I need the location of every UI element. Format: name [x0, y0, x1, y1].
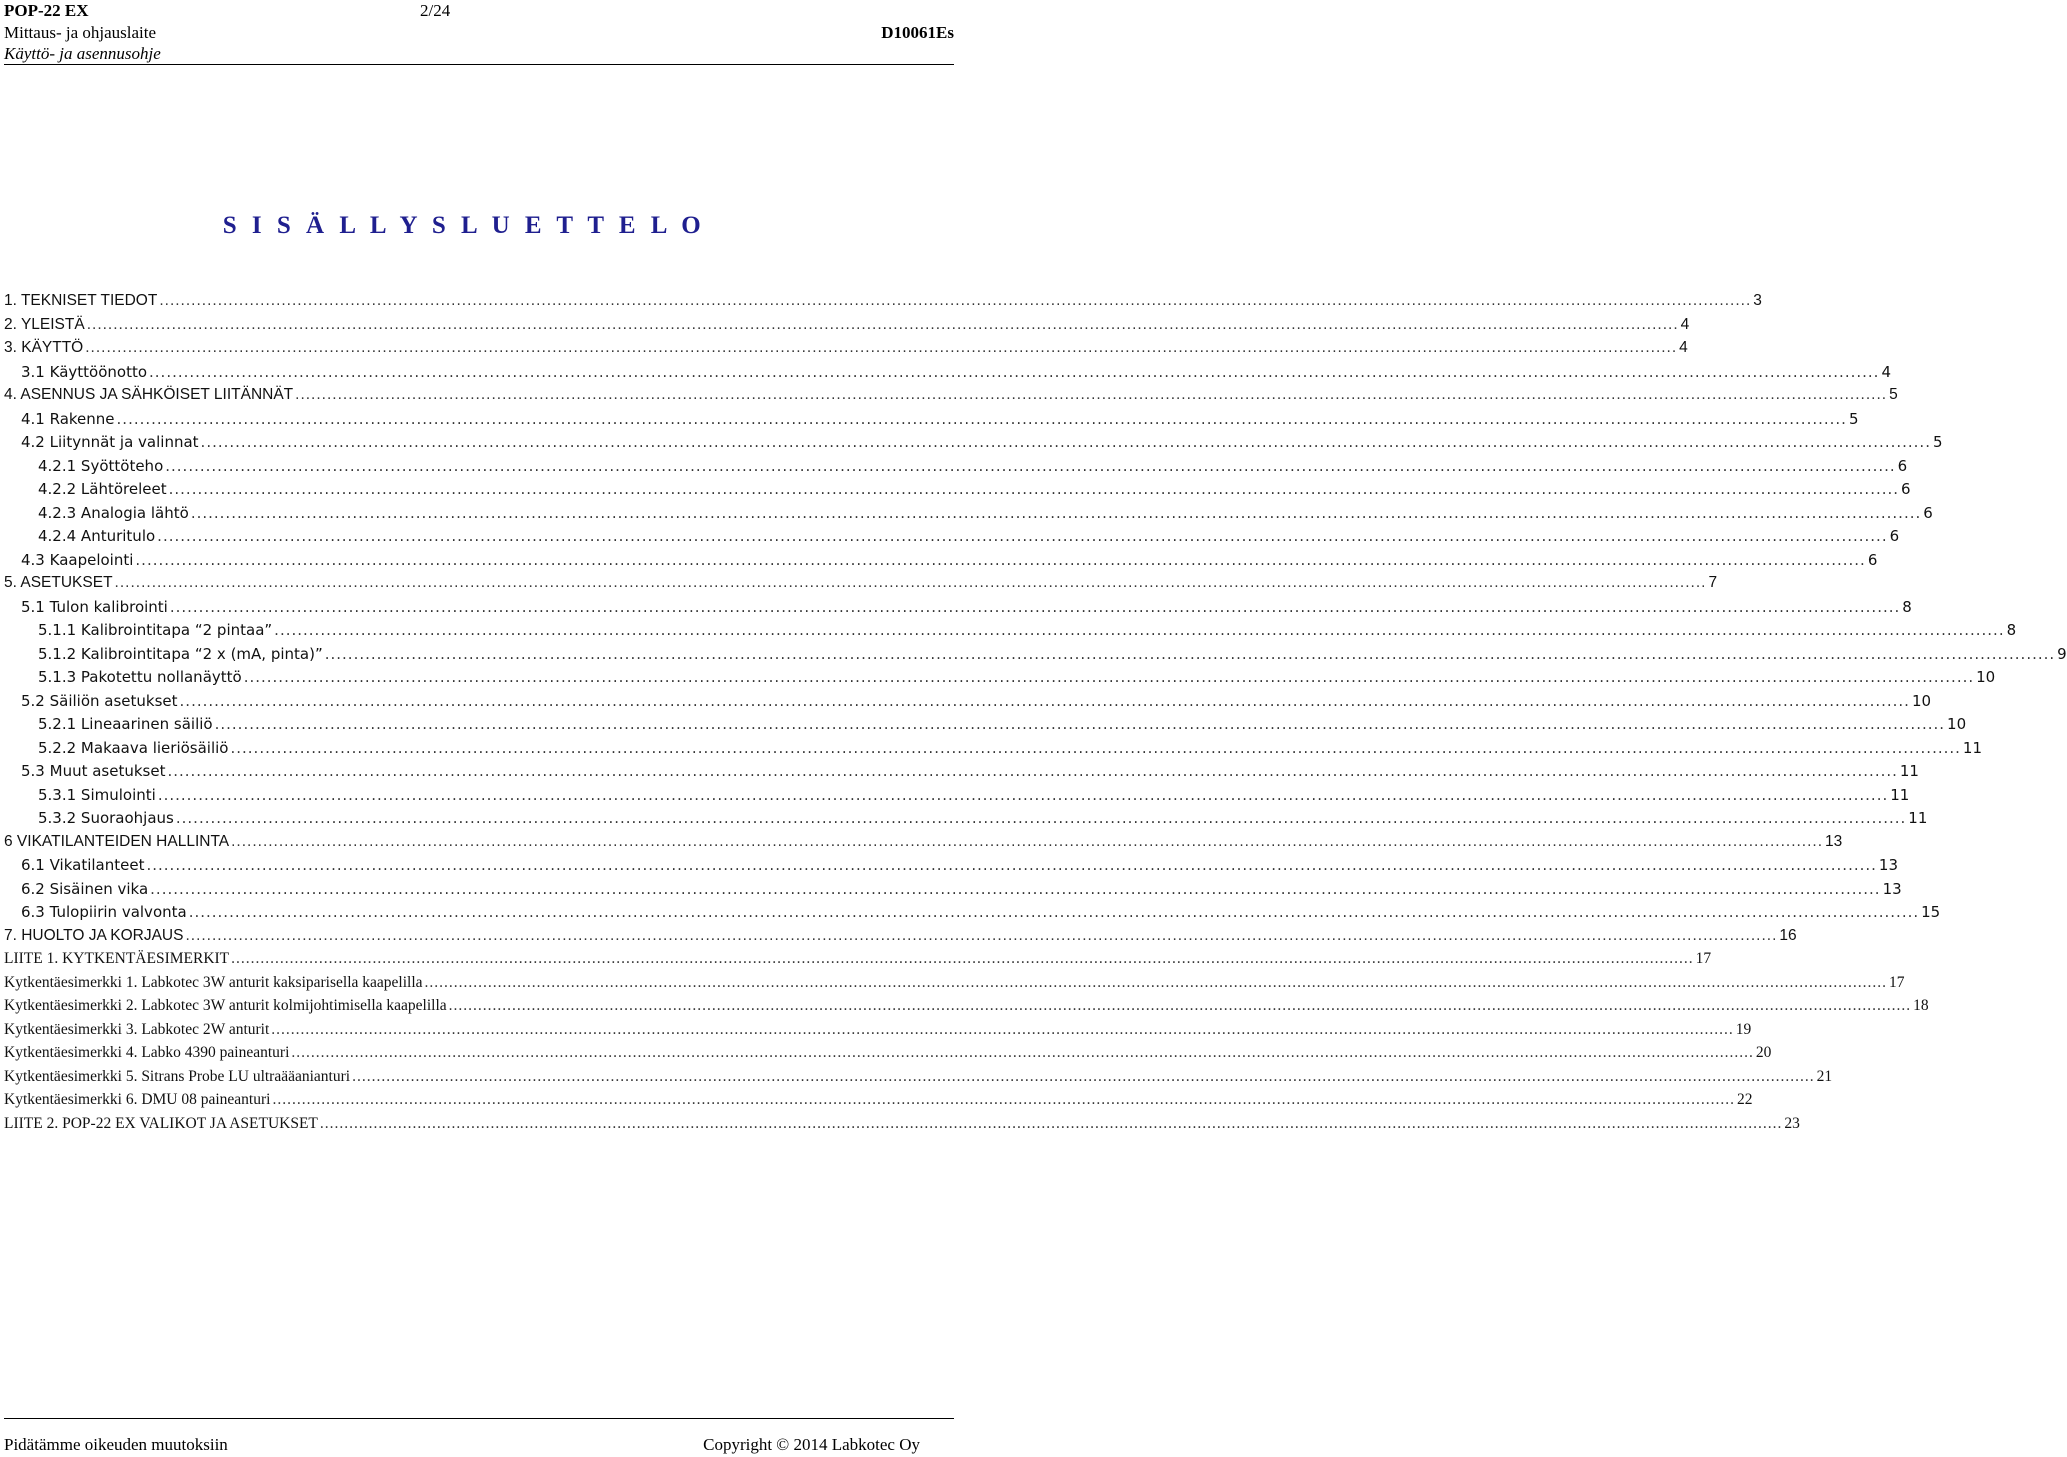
toc-entry-page: 16 [1779, 927, 1797, 944]
toc-entry[interactable] [4, 1065, 1833, 1089]
toc-leader-dots: ............................................................................................................................................................................................................................................................................................................ [214, 715, 1946, 733]
toc-entry[interactable] [4, 947, 1712, 971]
page-number: 2/24 [420, 1, 451, 20]
toc-entry[interactable] [4, 1018, 1752, 1042]
toc-entry-page: 11 [1962, 739, 1982, 757]
toc-entry-title: 6.3 Tulopiirin valvonta [21, 903, 187, 921]
toc-entry-page: 13 [1878, 856, 1898, 874]
toc-entry-page: 11 [1899, 762, 1919, 780]
toc-entry[interactable] [4, 830, 1843, 854]
toc-leader-dots: ............................................................................................................................................................................................................................................................................................................ [116, 410, 1847, 428]
toc-entry-page: 22 [1736, 1091, 1753, 1108]
toc-leader-dots: ............................................................................................................................................................................................................................................................................................................ [230, 739, 1961, 757]
toc-entry-page: 10 [1976, 668, 1996, 686]
toc-entry[interactable] [4, 595, 1912, 619]
toc-entry[interactable] [4, 642, 2067, 666]
toc-entry[interactable] [4, 900, 1941, 924]
toc-entry-page: 5 [1848, 410, 1859, 428]
header-divider [4, 64, 954, 65]
toc-entry[interactable] [4, 501, 1933, 525]
toc-entry-title: 5.2 Säiliön asetukset [21, 692, 178, 710]
toc-entry-page: 9 [2057, 645, 2067, 663]
toc-entry-page: 15 [1921, 903, 1941, 921]
page-footer [4, 1433, 920, 1457]
toc-leader-dots: ............................................................................................................................................................................................................................................................................................................ [169, 598, 1901, 616]
product-name: POP-22 EX [4, 1, 89, 20]
toc-leader-dots: ............................................................................................................................................................................................................................................................................................................ [179, 692, 1910, 710]
toc-entry-page: 6 [1889, 527, 1900, 545]
toc-entry-title: 7. HUOLTO JA KORJAUS [4, 927, 184, 944]
toc-entry-title: 4.2.4 Anturitulo [38, 527, 156, 545]
page-header [4, 0, 954, 66]
header-line-3 [4, 43, 954, 65]
toc-entry-title: 5.1 Tulon kalibrointi [21, 598, 168, 616]
toc-leader-dots: ............................................................................................................................................................................................................................................................................................................ [274, 621, 2005, 639]
toc-entry-title: 5.1.3 Pakotettu nollanäyttö [38, 668, 242, 686]
toc-entry[interactable] [4, 524, 1900, 548]
toc-entry-page: 8 [2006, 621, 2017, 639]
toc-entry[interactable] [4, 853, 1898, 877]
toc-entry-title: Kytkentäesimerkki 4. Labko 4390 paineanturi [4, 1044, 290, 1061]
toc-leader-dots: ............................................................................................................................................................................................................................................................................................................ [86, 316, 1679, 333]
toc-entry-title: 5.2.2 Makaava lieriösäiliö [38, 739, 229, 757]
toc-leader-dots: ............................................................................................................................................................................................................................................................................................................ [150, 880, 1881, 898]
toc-leader-dots: ............................................................................................................................................................................................................................................................................................................ [352, 1068, 1815, 1085]
toc-leader-dots: ............................................................................................................................................................................................................................................................................................................ [135, 551, 1866, 569]
toc-entry-page: 17 [1695, 950, 1712, 967]
toc-entry[interactable] [4, 994, 1929, 1018]
toc-leader-dots: ............................................................................................................................................................................................................................................................................................................ [146, 856, 1877, 874]
toc-entry-title: 3. KÄYTTÖ [4, 339, 84, 356]
toc-entry-page: 4 [1881, 363, 1891, 381]
toc-entry[interactable] [4, 924, 1797, 948]
toc-entry-page: 11 [1908, 809, 1928, 827]
toc-leader-dots: ............................................................................................................................................................................................................................................................................................................ [324, 645, 2056, 663]
header-line-2 [4, 22, 954, 44]
footer-copyright: Copyright © 2014 Labkotec Oy [703, 1435, 920, 1454]
toc-entry-title: 5.3.1 Simulointi [38, 786, 156, 804]
toc-entry[interactable] [4, 289, 1762, 313]
toc-leader-dots: ............................................................................................................................................................................................................................................................................................................ [159, 292, 1752, 309]
toc-entry[interactable] [4, 689, 1932, 713]
toc-entry[interactable] [4, 454, 1908, 478]
toc-entry-title: Kytkentäesimerkki 1. Labkotec 3W anturit kaksiparisella kaapelilla [4, 974, 423, 991]
toc-entry[interactable] [4, 736, 1982, 760]
toc-entry[interactable] [4, 407, 1859, 431]
toc-entry-page: 8 [1902, 598, 1912, 616]
toc-entry-title: Kytkentäesimerkki 5. Sitrans Probe LU ultraääanianturi [4, 1068, 351, 1085]
toc-entry[interactable] [4, 971, 1905, 995]
toc-entry-title: Kytkentäesimerkki 2. Labkotec 3W anturit kolmijohtimisella kaapelilla [4, 997, 447, 1014]
toc-leader-dots: ............................................................................................................................................................................................................................................................................................................ [271, 1021, 1734, 1038]
toc-entry-page: 5 [1889, 386, 1898, 403]
toc-leader-dots: ............................................................................................................................................................................................................................................................................................................ [157, 527, 1888, 545]
toc-leader-dots: ............................................................................................................................................................................................................................................................................................................ [175, 809, 1907, 827]
toc-entry-title: 5.1.2 Kalibrointitapa “2 x (mA, pinta)” [38, 645, 323, 663]
toc-entry-title: 3.1 Käyttöönotto [21, 363, 148, 381]
toc-entry-title: 5.2.1 Lineaarinen säiliö [38, 715, 213, 733]
toc-leader-dots: ............................................................................................................................................................................................................................................................................................................ [295, 386, 1888, 403]
toc-entry[interactable] [4, 360, 1891, 384]
toc-entry-page: 21 [1816, 1068, 1833, 1085]
toc-entry[interactable] [4, 783, 1910, 807]
toc-entry-title: Kytkentäesimerkki 6. DMU 08 paineanturi [4, 1091, 271, 1108]
toc-leader-dots: ............................................................................................................................................................................................................................................................................................................ [200, 433, 1931, 451]
toc-leader-dots: ............................................................................................................................................................................................................................................................................................................ [114, 574, 1707, 591]
toc-entry[interactable] [4, 1088, 1753, 1112]
toc-leader-dots: ............................................................................................................................................................................................................................................................................................................ [424, 974, 1887, 991]
product-subtitle: Mittaus- ja ohjauslaite [4, 23, 157, 42]
toc-leader-dots: ............................................................................................................................................................................................................................................................................................................ [149, 363, 1880, 381]
toc-entry[interactable] [4, 618, 2017, 642]
toc-entry[interactable] [4, 383, 1898, 407]
toc-entry-page: 11 [1890, 786, 1910, 804]
toc-entry-title: 5. ASETUKSET [4, 574, 113, 591]
toc-leader-dots: ............................................................................................................................................................................................................................................................................................................ [157, 786, 1889, 804]
toc-entry-title: 4.2.3 Analogia lähtö [38, 504, 189, 522]
toc-entry-page: 19 [1735, 1021, 1752, 1038]
toc-leader-dots: ............................................................................................................................................................................................................................................................................................................ [167, 762, 1898, 780]
toc-leader-dots: ............................................................................................................................................................................................................................................................................................................ [291, 1044, 1754, 1061]
toc-entry[interactable] [4, 759, 1919, 783]
toc-entry-page: 6 [1867, 551, 1878, 569]
toc-entry-title: 4.2 Liitynnät ja valinnat [21, 433, 199, 451]
toc-entry-page: 6 [1901, 480, 1911, 498]
document-code: D10061Es [881, 23, 954, 42]
toc-entry-title: Kytkentäesimerkki 3. Labkotec 2W anturit [4, 1021, 270, 1038]
toc-entry-page: 20 [1755, 1044, 1772, 1061]
toc-entry-page: 6 [1923, 504, 1933, 522]
toc-entry-title: 5.3 Muut asetukset [21, 762, 166, 780]
toc-entry-title: LIITE 2. POP-22 EX VALIKOT JA ASETUKSET [4, 1115, 318, 1132]
toc-entry-title: 4.1 Rakenne [21, 410, 115, 428]
toc-entry-title: 5.3.2 Suoraohjaus [38, 809, 174, 827]
toc-entry-page: 23 [1784, 1115, 1800, 1132]
toc-entry-title: 6.2 Sisäinen vika [21, 880, 149, 898]
toc-entry-page: 10 [1947, 715, 1967, 733]
toc-entry-title: 4. ASENNUS JA SÄHKÖISET LIITÄNNÄT [4, 386, 294, 403]
toc-entry-page: 10 [1911, 692, 1932, 710]
toc-entry-title: 4.3 Kaapelointi [21, 551, 134, 569]
toc-entry-page: 4 [1679, 339, 1688, 356]
toc-entry-page: 18 [1913, 997, 1929, 1014]
toc-entry-page: 13 [1882, 880, 1902, 898]
toc-entry[interactable] [4, 313, 1690, 337]
toc-entry-page: 7 [1708, 574, 1718, 591]
toc-entry-title: 6 VIKATILANTEIDEN HALLINTA [4, 833, 230, 850]
toc-leader-dots: ............................................................................................................................................................................................................................................................................................................ [272, 1091, 1735, 1108]
toc-entry-page: 4 [1680, 316, 1690, 333]
toc-leader-dots: ............................................................................................................................................................................................................................................................................................................ [168, 480, 1900, 498]
toc-entry-page: 17 [1889, 974, 1905, 991]
toc-entry[interactable] [4, 336, 1688, 360]
toc-entry[interactable] [4, 477, 1911, 501]
toc-entry[interactable] [4, 665, 1996, 689]
header-line-1 [4, 0, 954, 22]
toc-entry[interactable] [4, 548, 1878, 572]
toc-entry-page: 5 [1932, 433, 1943, 451]
toc-leader-dots: ............................................................................................................................................................................................................................................................................................................ [85, 339, 1678, 356]
toc-entry-page: 13 [1825, 833, 1843, 850]
toc-leader-dots: ............................................................................................................................................................................................................................................................................................................ [243, 668, 1975, 686]
footer-divider [4, 1418, 954, 1419]
toc-entry-title: 1. TEKNISET TIEDOT [4, 292, 158, 309]
toc-entry[interactable] [4, 571, 1718, 595]
toc-entry-page: 6 [1897, 457, 1908, 475]
toc-leader-dots: ............................................................................................................................................................................................................................................................................................................ [231, 950, 1694, 967]
toc-entry[interactable] [4, 877, 1902, 901]
toc-leader-dots: ............................................................................................................................................................................................................................................................................................................ [231, 833, 1824, 850]
toc-entry-title: 4.2.1 Syöttöteho [38, 457, 164, 475]
toc-leader-dots: ............................................................................................................................................................................................................................................................................................................ [448, 997, 1912, 1014]
toc-leader-dots: ............................................................................................................................................................................................................................................................................................................ [190, 504, 1922, 522]
footer-notice: Pidätämme oikeuden muutoksiin [4, 1435, 228, 1454]
toc-entry-title: 2. YLEISTÄ [4, 316, 85, 333]
toc-entry[interactable] [4, 1041, 1772, 1065]
toc-entry-title: 5.1.1 Kalibrointitapa “2 pintaa” [38, 621, 273, 639]
toc-entry-title: 4.2.2 Lähtöreleet [38, 480, 167, 498]
toc-entry[interactable] [4, 1112, 1800, 1136]
toc-leader-dots: ............................................................................................................................................................................................................................................................................................................ [319, 1115, 1783, 1132]
toc-leader-dots: ............................................................................................................................................................................................................................................................................................................ [188, 903, 1920, 921]
toc-entry-page: 3 [1753, 292, 1762, 309]
toc-entry-title: 6.1 Vikatilanteet [21, 856, 145, 874]
toc-entry-title: LIITE 1. KYTKENTÄESIMERKIT [4, 950, 230, 967]
toc-title: S I S Ä L L Y S L U E T T E L O [222, 212, 706, 239]
toc-leader-dots: ............................................................................................................................................................................................................................................................................................................ [165, 457, 1896, 475]
toc-entry[interactable] [4, 806, 1928, 830]
document-type: Käyttö- ja asennusohje [4, 44, 161, 63]
toc-entry[interactable] [4, 430, 1943, 454]
toc-leader-dots: ............................................................................................................................................................................................................................................................................................................ [185, 927, 1778, 944]
toc-entry[interactable] [4, 712, 1967, 736]
